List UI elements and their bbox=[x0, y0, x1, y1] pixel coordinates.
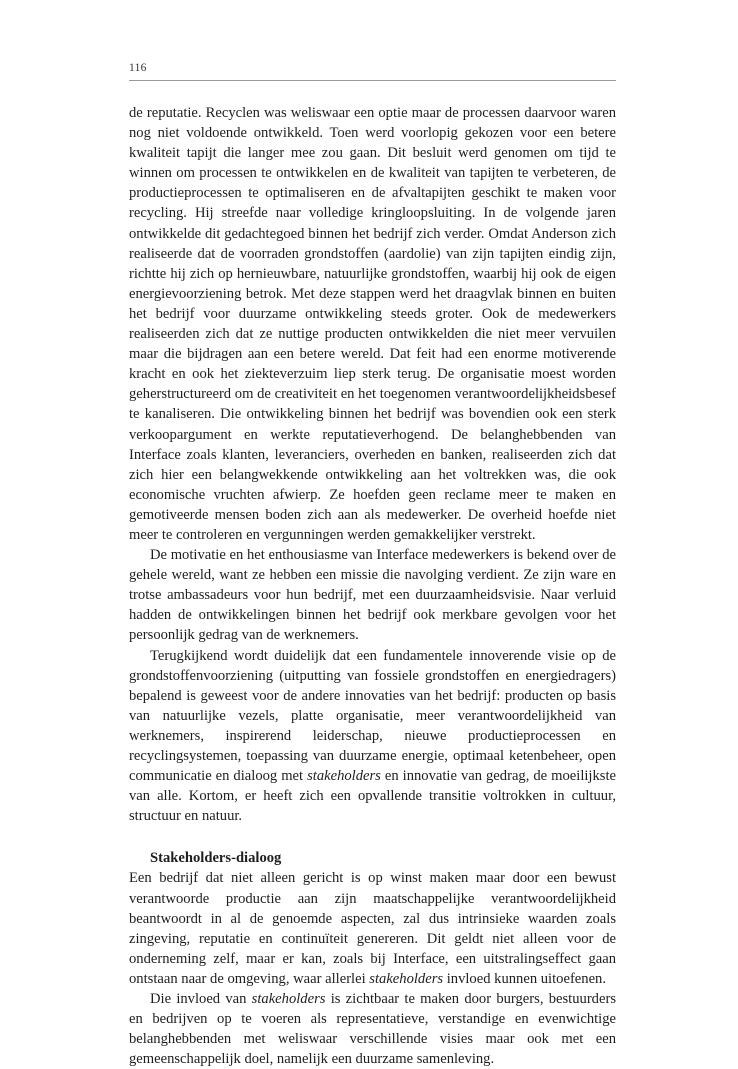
section-heading: Stakeholders-dialoog bbox=[150, 850, 282, 867]
paragraph-terugkijkend bbox=[129, 646, 616, 827]
italic-term: stakeholders bbox=[369, 970, 444, 987]
text-run: is zichtbaar te maken door burgers, bestuurders en bedrijven op te voeren als representatieve, verstandige en evenwichtige belanghebbenden met weliswaar verschillende visies maar ook met een gemeenschappelijk doel, namelijk een duurzame samenleving. bbox=[129, 991, 616, 1068]
paragraph-invloed bbox=[129, 989, 616, 1069]
running-header bbox=[129, 60, 616, 81]
italic-term: stakeholders bbox=[251, 991, 326, 1008]
page-number: 116 bbox=[129, 62, 147, 74]
text-run: en innovatie van gedrag, de moeilijkste van alle. Kortom, er heeft zich een opvallende transitie voltrokken in cultuur, structuur en natuur. bbox=[129, 768, 616, 825]
paragraph-bedrijf bbox=[129, 868, 616, 989]
text-run: Een bedrijf dat niet alleen gericht is op winst maken maar door een bewust verantwoorde productie aan zijn maatschappelijke verantwoordelijkheid beantwoordt in al de genoemde aspecten, zal dus intrinsieke waarden zoals zingeving, reputatie en continuïteit genereren. Dit geldt niet alleen voor de onderneming zelf, maar er kan, zoals bij Interface, een uitstralingseffect gaan ontstaan naar de omgeving, waar allerlei bbox=[129, 870, 616, 987]
text-run: Die invloed van bbox=[150, 991, 252, 1008]
text-run: Terugkijkend wordt duidelijk dat een fundamentele innoverende visie op de grondstoffenvoorziening (uitputting van fossiele grondstoffen en energiedragers) bepalend is geweest voor de andere innovaties van het bedrijf: producten op basis van natuurlijke vezels, platte organisatie, meer verantwoordelijkheid van werknemers, inspirerend leiderschap, nieuwe productieprocessen en recyclingsystemen, toepassing van duurzame energie, optimaal ketenbeheer, open communicatie en dialoog met bbox=[129, 647, 616, 785]
text-run: invloed kunnen uitoefenen. bbox=[443, 970, 606, 987]
body-text bbox=[129, 103, 616, 1069]
paragraph-motivatie: De motivatie en het enthousiasme van Interface medewerkers is bekend over de gehele wereld, want ze hebben een missie die navolging verdient. Ze zijn ware en trotse ambassadeurs voor hun bedrijf, met een duurzaamheidsvisie. Naar verluid hadden de ontwikkelingen binnen het bedrijf ook merkbare gevolgen voor het persoonlijk gedrag van de werknemers. bbox=[129, 547, 616, 644]
italic-term: stakeholders bbox=[307, 768, 381, 785]
paragraph-reputatie: de reputatie. Recyclen was weliswaar een optie maar de processen daarvoor waren nog niet voldoende ontwikkeld. Toen werd voorlopig gekozen voor een betere kwaliteit tapijt die langer mee zou gaan. Dit besluit werd genomen om tijd te winnen om processen te ontwikkelen en de kwaliteit van tapijten te verbeteren, de productieprocessen te optimaliseren en de afvaltapijten geschikt te maken voor recycling. Hij streefde naar volledige kringloopsluiting. In de volgende jaren ontwikkelde dit gedachtegoed binnen het bedrijf zich verder. Omdat Anderson zich realiseerde dat de voorraden grondstoffen (aardolie) van zijn tapijten eindig zijn, richtte hij zich op hernieuwbare, natuurlijke grondstoffen, waarbij hij ook de eigen energievoorziening betrok. Met deze stappen werd het draagvlak binnen en buiten het bedrijf voor duurzame ontwikkeling steeds groter. Ook de medewerkers realiseerden zich dat ze nuttige producten ontwikkelden die niet meer vervuilen maar die bijdragen aan een betere wereld. Dat feit had een enorme motiverende kracht en ook het ziekteverzuim liep sterk terug. De organisatie moest worden geherstructureerd om de creativiteit en het toegenomen verantwoordelijkheidsbesef te kanaliseren. Die ontwikkeling binnen het bedrijf was bovendien ook een sterk verkoopargument en werkte reputatieverhogend. De belanghebbenden van Interface zoals klanten, leveranciers, overheden en banken, realiseerden zich dat zich hier een belangwekkende ontwikkeling aan het voltrekken was, die ook economische vruchten afwierp. Ze hoefden geen reclame meer te maken en gemotiveerde mensen boden zich aan als medewerker. De overheid hoefde niet meer te controleren en vergunningen werden gemakkelijker verstrekt. bbox=[129, 105, 616, 543]
